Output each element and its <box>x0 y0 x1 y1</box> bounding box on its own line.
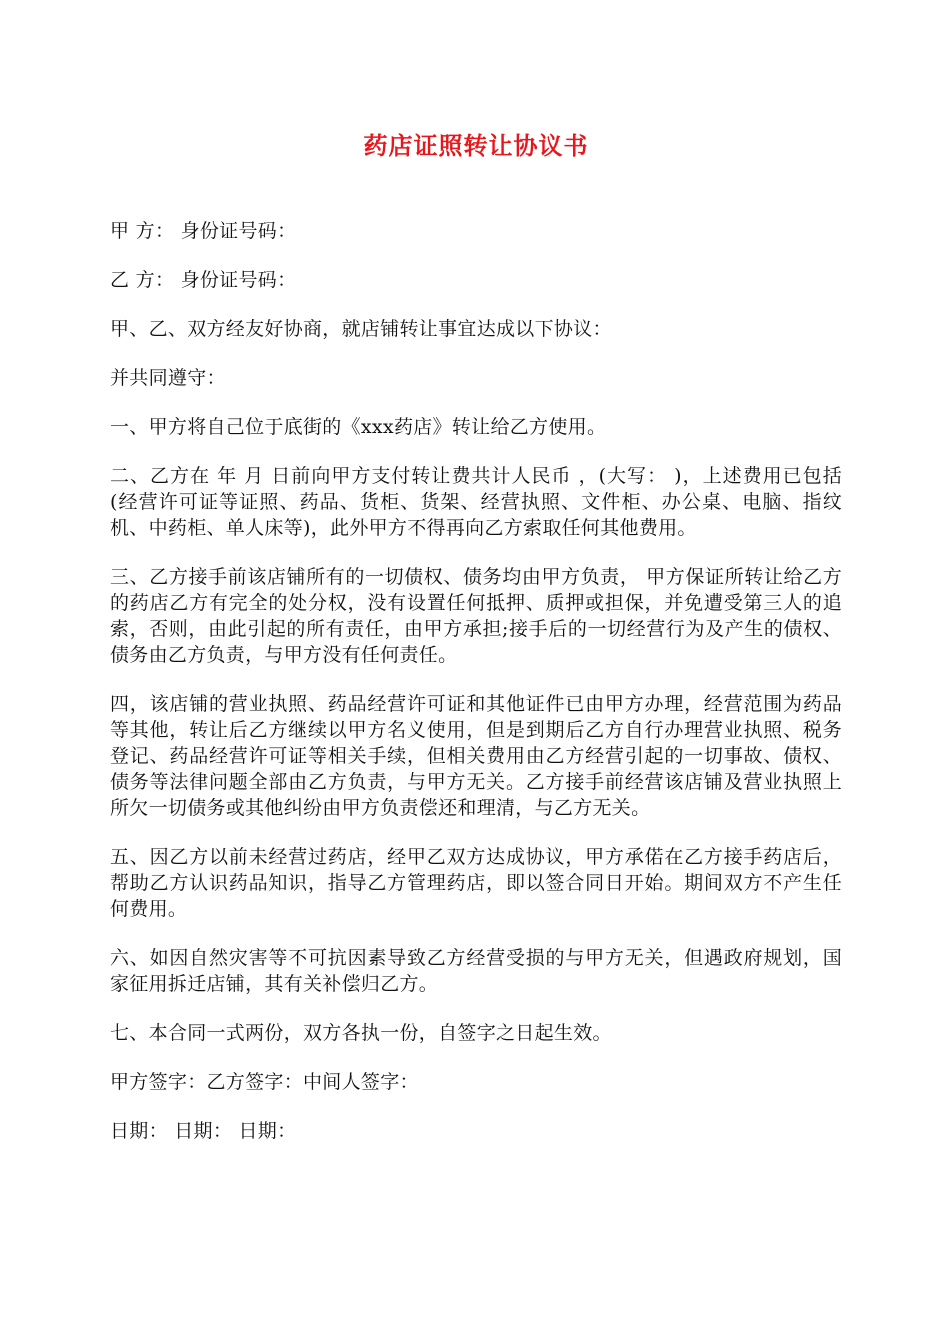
clause-6: 六、如因自然灾害等不可抗因素导致乙方经营受损的与甲方无关，但遇政府规划，国家征用拆迁店铺，其有关补偿归乙方。 <box>110 947 842 995</box>
clause-2: 二、乙方在 年 月 日前向甲方支付转让费共计人民币 ，(大写： )，上述费用已包括 (经营许可证等证照、药品、货柜、货架、经营执照、文件柜、办公桌、电脑、指纹机、中药柜、单人床等)，此外甲方不得再向乙方索取任何其他费用。 <box>110 465 842 539</box>
clause-5: 五、因乙方以前未经营过药店，经甲乙双方达成协议，甲方承偌在乙方接手药店后，帮助乙方认识药品知识，指导乙方管理药店，即以签合同日开始。期间双方不产生任何费用。 <box>110 846 842 920</box>
clause-7: 七、本合同一式两份，双方各执一份，自签字之日起生效。 <box>110 1022 612 1044</box>
clause-4: 四，该店铺的营业执照、药品经营许可证和其他证件已由甲方办理，经营范围为药品等其他，转让后乙方继续以甲方名义使用，但是到期后乙方自行办理营业执照、税务登记、药品经营许可证等相关手续，但相关费用由乙方经营引起的一切事故、债权、债务等法律问题全部由乙方负责，与甲方无关。乙方接手前经营该店铺及营业执照上所欠一切债务或其他纠纷由甲方负责偿还和理清，与乙方无关。 <box>110 693 842 819</box>
clause-1: 一、甲方将自己位于底街的《xxx药店》转让给乙方使用。 <box>110 416 607 438</box>
document-title: 药店证照转让协议书 <box>363 132 589 160</box>
signature-line: 甲方签字：乙方签字：中间人签字： <box>110 1071 419 1093</box>
clause-3: 三、乙方接手前该店铺所有的一切债权、债务均由甲方负责， 甲方保证所转让给乙方的药店乙方有完全的处分权，没有设置任何抵押、质押或担保，并免遭受第三人的追索，否则，由此引起的所有责任，由甲方承担;接手后的一切经营行为及产生的债权、债务由乙方负责，与甲方没有任何责任。 <box>110 566 842 666</box>
party-b-line: 乙 方： 身份证号码： <box>110 269 297 291</box>
intro-paragraph: 甲、乙、双方经友好协商，就店铺转让事宜达成以下协议： <box>110 318 612 340</box>
date-line: 日期： 日期： 日期： <box>110 1120 297 1142</box>
party-a-line: 甲 方： 身份证号码： <box>110 220 297 242</box>
comply-line: 并共同遵守： <box>110 367 226 389</box>
